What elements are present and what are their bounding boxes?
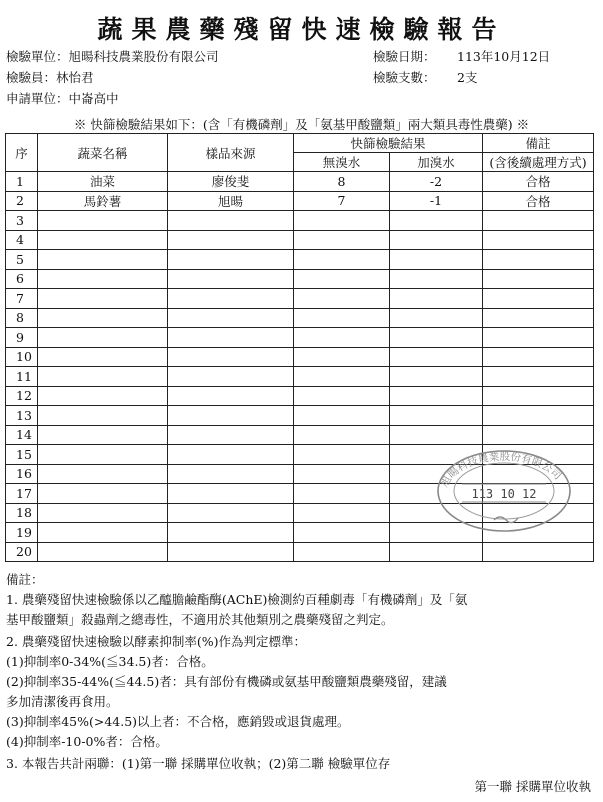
table-row	[6, 308, 594, 328]
cell-no-bromine	[294, 230, 390, 250]
cell-remark	[483, 308, 594, 328]
sample-count-label: 檢驗支數：	[373, 70, 436, 85]
cell-seq: 3	[6, 211, 38, 231]
cell-sample-source	[168, 542, 294, 562]
cell-veg-name	[38, 503, 168, 523]
inspection-date-label: 檢驗日期：	[373, 49, 436, 64]
cell-no-bromine	[294, 250, 390, 270]
cell-with-bromine	[390, 542, 483, 562]
cell-no-bromine	[294, 484, 390, 504]
note-line: 3. 本報告共計兩聯：(1)第一聯 採購單位收執；(2)第二聯 檢驗單位存	[6, 756, 391, 771]
cell-seq: 5	[6, 250, 38, 270]
cell-no-bromine	[294, 445, 390, 465]
header-veg-name: 蔬菜名稱	[38, 134, 168, 172]
cell-remark	[483, 347, 594, 367]
cell-no-bromine	[294, 386, 390, 406]
cell-seq: 7	[6, 289, 38, 309]
cell-seq: 20	[6, 542, 38, 562]
cell-no-bromine	[294, 328, 390, 348]
cell-veg-name	[38, 542, 168, 562]
cell-veg-name	[38, 211, 168, 231]
cell-veg-name	[38, 484, 168, 504]
cell-with-bromine	[390, 425, 483, 445]
table-row	[6, 347, 594, 367]
note-line: 2. 農藥殘留快速檢驗以酵素抑制率(%)作為判定標準：	[6, 634, 307, 649]
cell-sample-source	[168, 347, 294, 367]
cell-no-bromine	[294, 523, 390, 543]
cell-sample-source	[168, 250, 294, 270]
cell-no-bromine	[294, 542, 390, 562]
cell-with-bromine	[390, 406, 483, 426]
cell-remark	[483, 328, 594, 348]
header-quick-result: 快篩檢驗結果	[294, 134, 483, 153]
cell-seq: 1	[6, 172, 38, 192]
cell-with-bromine	[390, 308, 483, 328]
table-row	[6, 386, 594, 406]
table-row	[6, 425, 594, 445]
cell-sample-source	[168, 425, 294, 445]
cell-no-bromine	[294, 406, 390, 426]
table-row	[6, 406, 594, 426]
header-with-bromine: 加溴水	[390, 153, 483, 172]
cell-veg-name	[38, 289, 168, 309]
table-row	[6, 211, 594, 231]
results-subtitle: ※ 快篩檢驗結果如下：(含「有機磷劑」及「氨基甲酸鹽類」兩大類具毒性農藥) ※	[73, 117, 530, 132]
cell-no-bromine: 8	[294, 172, 390, 192]
header-seq: 序	[6, 134, 38, 172]
cell-no-bromine	[294, 269, 390, 289]
table-row	[6, 250, 594, 270]
cell-no-bromine	[294, 503, 390, 523]
note-line: 多加清潔後再食用。	[6, 694, 119, 709]
cell-with-bromine	[390, 328, 483, 348]
cell-sample-source	[168, 269, 294, 289]
cell-sample-source	[168, 464, 294, 484]
cell-with-bromine	[390, 386, 483, 406]
table-row	[6, 230, 594, 250]
cell-with-bromine	[390, 347, 483, 367]
table-row	[6, 542, 594, 562]
cell-veg-name	[38, 230, 168, 250]
cell-remark	[483, 386, 594, 406]
cell-veg-name	[38, 328, 168, 348]
header-sample-source: 樣品來源	[168, 134, 294, 172]
cell-with-bromine	[390, 211, 483, 231]
cell-seq: 16	[6, 464, 38, 484]
cell-no-bromine	[294, 464, 390, 484]
cell-seq: 19	[6, 523, 38, 543]
cell-seq: 4	[6, 230, 38, 250]
cell-seq: 17	[6, 484, 38, 504]
cell-remark: 合格	[483, 172, 594, 192]
cell-sample-source	[168, 230, 294, 250]
cell-veg-name	[38, 425, 168, 445]
cell-with-bromine	[390, 289, 483, 309]
stamp-date: 113 10 12	[471, 487, 537, 501]
table-row	[6, 172, 594, 192]
cell-seq: 2	[6, 191, 38, 211]
table-row	[6, 328, 594, 348]
footer-copy-label: 第一聯 採購單位收執	[474, 779, 591, 794]
cell-no-bromine	[294, 308, 390, 328]
inspection-unit: 檢驗單位：旭暘科技農業股份有限公司	[6, 49, 219, 64]
note-line: (1)抑制率0-34%(≦34.5)者：合格。	[6, 654, 214, 669]
header-remark-sub: (含後續處理方式)	[483, 153, 594, 172]
cell-with-bromine: -2	[390, 172, 483, 192]
cell-veg-name: 馬鈴薯	[38, 191, 168, 211]
cell-seq: 12	[6, 386, 38, 406]
cell-remark	[483, 367, 594, 387]
report-title: 蔬果農藥殘留快速檢驗報告	[97, 15, 506, 44]
table-row	[6, 367, 594, 387]
cell-veg-name	[38, 523, 168, 543]
cell-veg-name	[38, 269, 168, 289]
cell-veg-name	[38, 445, 168, 465]
stamp-ring-text: 旭暘科技農業股份有限公司	[438, 450, 564, 490]
table-row	[6, 289, 594, 309]
cell-remark: 合格	[483, 191, 594, 211]
cell-veg-name	[38, 464, 168, 484]
cell-no-bromine: 7	[294, 191, 390, 211]
cell-seq: 9	[6, 328, 38, 348]
cell-with-bromine	[390, 367, 483, 387]
cell-sample-source: 廖俊斐	[168, 172, 294, 192]
cell-veg-name	[38, 250, 168, 270]
cell-veg-name: 油菜	[38, 172, 168, 192]
cell-seq: 6	[6, 269, 38, 289]
cell-seq: 10	[6, 347, 38, 367]
applicant-unit: 申請單位：中崙高中	[6, 91, 119, 106]
cell-sample-source	[168, 211, 294, 231]
cell-sample-source	[168, 308, 294, 328]
cell-sample-source	[168, 445, 294, 465]
cell-remark	[483, 211, 594, 231]
note-line: 1. 農藥殘留快速檢驗係以乙醯膽鹼酯酶(AChE)檢測約百種劇毒「有機磷劑」及「氨	[6, 592, 468, 607]
notes-heading: 備註：	[6, 572, 44, 587]
cell-remark	[483, 269, 594, 289]
cell-with-bromine	[390, 230, 483, 250]
cell-remark	[483, 230, 594, 250]
header-no-bromine: 無溴水	[294, 153, 390, 172]
cell-seq: 14	[6, 425, 38, 445]
cell-sample-source	[168, 523, 294, 543]
cell-veg-name	[38, 308, 168, 328]
header-remark: 備註	[483, 134, 594, 153]
note-line: (3)抑制率45%(>44.5)以上者：不合格，應銷毀或退貨處理。	[6, 714, 350, 729]
cell-seq: 18	[6, 503, 38, 523]
cell-remark	[483, 542, 594, 562]
cell-sample-source	[168, 503, 294, 523]
inspection-date-value: 113年10月12日	[457, 49, 551, 64]
cell-remark	[483, 425, 594, 445]
cell-seq: 13	[6, 406, 38, 426]
cell-no-bromine	[294, 211, 390, 231]
cell-sample-source	[168, 289, 294, 309]
inspector: 檢驗員：林怡君	[6, 70, 94, 85]
cell-no-bromine	[294, 367, 390, 387]
cell-sample-source	[168, 367, 294, 387]
cell-sample-source: 旭暘	[168, 191, 294, 211]
cell-remark	[483, 289, 594, 309]
cell-veg-name	[38, 386, 168, 406]
table-row	[6, 269, 594, 289]
cell-veg-name	[38, 347, 168, 367]
company-stamp	[432, 444, 582, 538]
cell-with-bromine: -1	[390, 191, 483, 211]
cell-no-bromine	[294, 289, 390, 309]
cell-sample-source	[168, 484, 294, 504]
cell-veg-name	[38, 406, 168, 426]
cell-no-bromine	[294, 425, 390, 445]
cell-no-bromine	[294, 347, 390, 367]
cell-seq: 11	[6, 367, 38, 387]
cell-seq: 8	[6, 308, 38, 328]
note-line: 基甲酸鹽類」殺蟲劑之總毒性，不適用於其他類別之農藥殘留之判定。	[6, 612, 394, 627]
cell-remark	[483, 406, 594, 426]
table-row	[6, 191, 594, 211]
cell-remark	[483, 250, 594, 270]
cell-with-bromine	[390, 269, 483, 289]
cell-veg-name	[38, 367, 168, 387]
cell-seq: 15	[6, 445, 38, 465]
stamp-signature-mark	[494, 517, 518, 523]
cell-with-bromine	[390, 250, 483, 270]
note-line: (2)抑制率35-44%(≦44.5)者：具有部份有機磷或氨基甲酸鹽類農藥殘留，建議	[6, 674, 447, 689]
sample-count-value: 2支	[457, 70, 478, 85]
cell-sample-source	[168, 328, 294, 348]
cell-sample-source	[168, 386, 294, 406]
note-line: (4)抑制率-10-0%者：合格。	[6, 734, 168, 749]
cell-sample-source	[168, 406, 294, 426]
